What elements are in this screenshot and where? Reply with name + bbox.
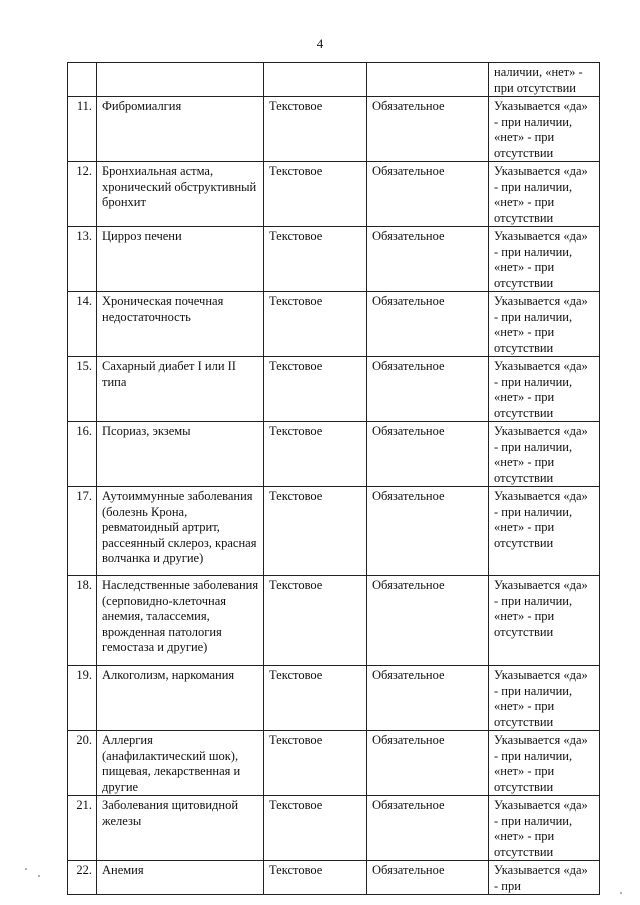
table-row <box>68 796 600 861</box>
disease-name: Алкоголизм, наркомания <box>97 666 264 731</box>
field-type: Текстовое <box>264 487 367 576</box>
field-type: Текстовое <box>264 162 367 227</box>
field-note: Указывается «да» - при наличии, «нет» - при отсутствии <box>489 97 600 162</box>
table-row <box>68 162 600 227</box>
field-requirement: Обязательное <box>367 292 489 357</box>
table-row <box>68 731 600 796</box>
field-note: наличии, «нет» - при отсутствии <box>489 63 600 97</box>
disease-name: Анемия <box>97 861 264 895</box>
table-row <box>68 63 600 97</box>
field-requirement: Обязательное <box>367 227 489 292</box>
table-row <box>68 422 600 487</box>
disease-name: Фибромиалгия <box>97 97 264 162</box>
field-type: Текстовое <box>264 666 367 731</box>
field-note: Указывается «да» - при наличии, «нет» - при отсутствии <box>489 731 600 796</box>
field-type: Текстовое <box>264 227 367 292</box>
row-number: 16. <box>68 422 97 487</box>
field-note: Указывается «да» - при наличии, «нет» - при отсутствии <box>489 487 600 576</box>
field-type: Текстовое <box>264 796 367 861</box>
field-note: Указывается «да» - при наличии, «нет» - при отсутствии <box>489 357 600 422</box>
table-row <box>68 576 600 666</box>
field-type: Текстовое <box>264 861 367 895</box>
table-row <box>68 227 600 292</box>
field-requirement: Обязательное <box>367 861 489 895</box>
field-note: Указывается «да» - при <box>489 861 600 895</box>
field-requirement: Обязательное <box>367 576 489 666</box>
table-row <box>68 292 600 357</box>
disease-name: Бронхиальная астма, хронический обструктивный бронхит <box>97 162 264 227</box>
page-number: 4 <box>316 36 324 51</box>
table-row <box>68 861 600 895</box>
field-type: Текстовое <box>264 731 367 796</box>
disease-name: Аллергия (анафилактический шок), пищевая, лекарственная и другие <box>97 731 264 796</box>
scan-speck <box>620 892 622 894</box>
field-requirement: Обязательное <box>367 422 489 487</box>
row-number: 13. <box>68 227 97 292</box>
disease-name: Сахарный диабет I или II типа <box>97 357 264 422</box>
field-type: Текстовое <box>264 422 367 487</box>
field-requirement <box>367 63 489 97</box>
field-type <box>264 63 367 97</box>
field-requirement: Обязательное <box>367 162 489 227</box>
disease-name: Цирроз печени <box>97 227 264 292</box>
table-row <box>68 97 600 162</box>
field-requirement: Обязательное <box>367 731 489 796</box>
disease-name <box>97 63 264 97</box>
row-number: 21. <box>68 796 97 861</box>
requirements-table <box>67 62 600 895</box>
row-number: 20. <box>68 731 97 796</box>
field-requirement: Обязательное <box>367 796 489 861</box>
table-row <box>68 487 600 576</box>
field-note: Указывается «да» - при наличии, «нет» - при отсутствии <box>489 422 600 487</box>
field-requirement: Обязательное <box>367 97 489 162</box>
field-note: Указывается «да» - при наличии, «нет» - при отсутствии <box>489 796 600 861</box>
disease-name: Наследственные заболевания (серповидно-клеточная анемия, талассемия, врожденная патология гемостаза и другие) <box>97 576 264 666</box>
row-number <box>68 63 97 97</box>
field-requirement: Обязательное <box>367 666 489 731</box>
field-note: Указывается «да» - при наличии, «нет» - при отсутствии <box>489 227 600 292</box>
row-number: 12. <box>68 162 97 227</box>
field-note: Указывается «да» - при наличии, «нет» - при отсутствии <box>489 292 600 357</box>
disease-name: Заболевания щитовидной железы <box>97 796 264 861</box>
field-requirement: Обязательное <box>367 487 489 576</box>
row-number: 14. <box>68 292 97 357</box>
field-type: Текстовое <box>264 292 367 357</box>
field-type: Текстовое <box>264 357 367 422</box>
row-number: 17. <box>68 487 97 576</box>
disease-name: Хроническая почечная недостаточность <box>97 292 264 357</box>
disease-name: Аутоиммунные заболевания (болезнь Крона, ревматоидный артрит, рассеянный склероз, красная волчанка и другие) <box>97 487 264 576</box>
field-note: Указывается «да» - при наличии, «нет» - при отсутствии <box>489 576 600 666</box>
field-type: Текстовое <box>264 97 367 162</box>
field-requirement: Обязательное <box>367 357 489 422</box>
row-number: 22. <box>68 861 97 895</box>
scan-speck <box>38 875 40 877</box>
field-note: Указывается «да» - при наличии, «нет» - при отсутствии <box>489 666 600 731</box>
field-note: Указывается «да» - при наличии, «нет» - при отсутствии <box>489 162 600 227</box>
disease-name: Псориаз, экземы <box>97 422 264 487</box>
row-number: 18. <box>68 576 97 666</box>
row-number: 19. <box>68 666 97 731</box>
field-type: Текстовое <box>264 576 367 666</box>
row-number: 15. <box>68 357 97 422</box>
row-number: 11. <box>68 97 97 162</box>
table-row <box>68 357 600 422</box>
scan-speck <box>25 868 27 870</box>
table-row <box>68 666 600 731</box>
